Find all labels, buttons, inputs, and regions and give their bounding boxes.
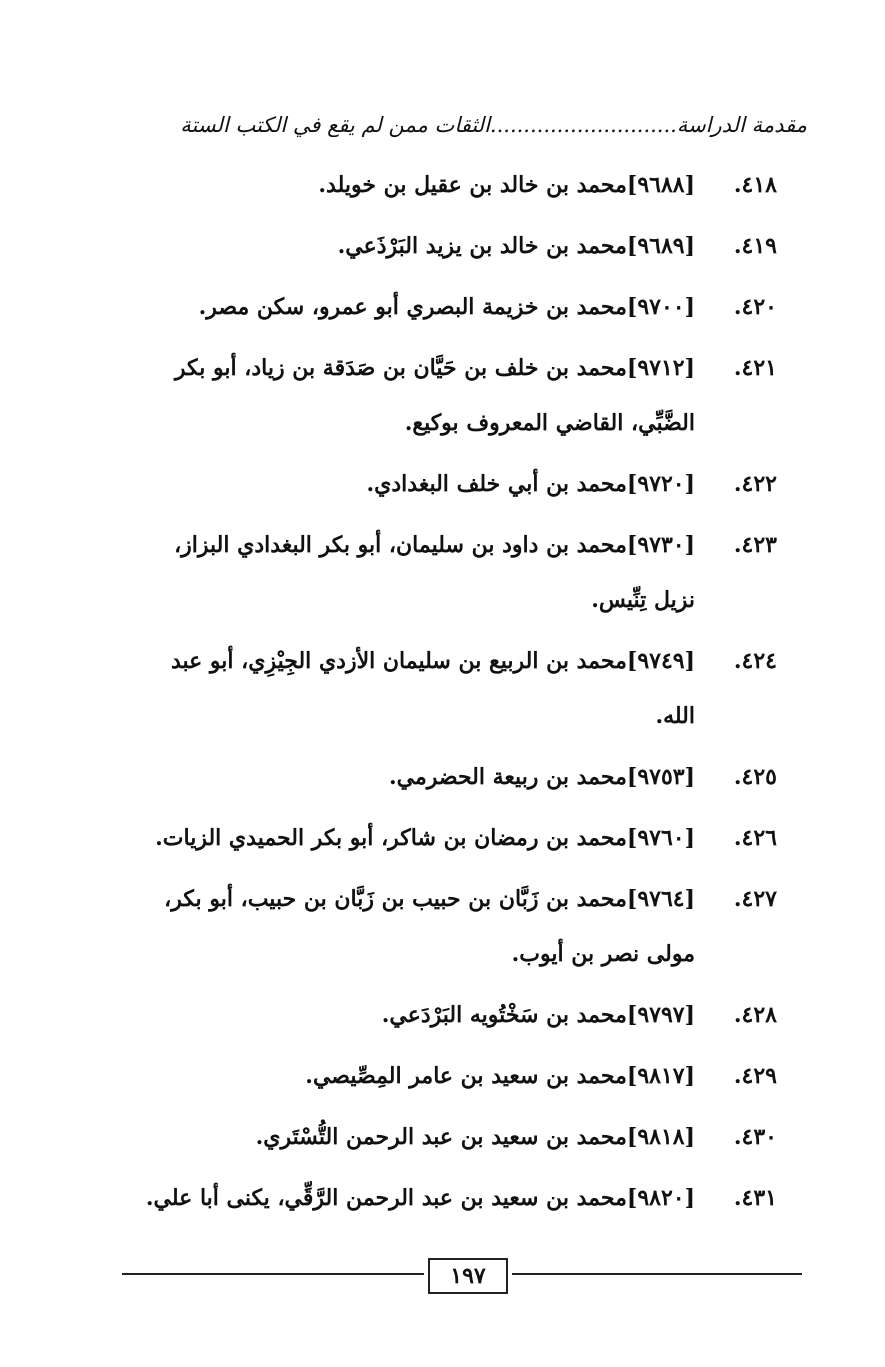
entry-text: محمد بن الربيع بن سليمان الأزدي الجِيْزِي، أبو عبد الله.	[170, 648, 695, 729]
entry-number: ٤٢١.	[733, 355, 777, 381]
entry-text: محمد بن سَخْتُويه البَرْدَعي.	[381, 1002, 627, 1028]
entry-number: ٤٢٢.	[733, 471, 777, 497]
entry-reference: [٩٨١٧]	[626, 1063, 695, 1089]
entry-reference: [٩٧٦٠]	[626, 825, 695, 851]
list-item	[137, 158, 777, 213]
entry-text: محمد بن خالد بن يزيد البَرْذَعي.	[337, 233, 627, 259]
list-item	[137, 872, 777, 982]
running-header	[160, 108, 807, 142]
entry-number: ٤١٩.	[733, 233, 777, 259]
list-item	[137, 811, 777, 866]
entry-text: محمد بن خالد بن عقيل بن خويلد.	[318, 172, 627, 198]
list-item	[137, 341, 777, 451]
entry-number: ٤٢٨.	[733, 1002, 777, 1028]
entry-number: ٤٣٠.	[733, 1124, 777, 1150]
entry-number: ٤٢٣.	[733, 532, 777, 558]
entry-number: ٤٢٠.	[733, 294, 777, 320]
entry-text: محمد بن رمضان بن شاكر، أبو بكر الحميدي الزيات.	[155, 825, 627, 851]
entry-number: ٤٣١.	[733, 1185, 777, 1211]
entry-reference: [٩٨٢٠]	[626, 1185, 695, 1211]
list-item	[137, 219, 777, 274]
entry-text: محمد بن زَبَّان بن حبيب بن زَبَّان بن حبيب، أبو بكر، مولى نصر بن أيوب.	[164, 886, 695, 967]
entry-number: ٤٢٩.	[733, 1063, 777, 1089]
list-item	[137, 518, 777, 628]
entry-reference: [٩٦٨٩]	[626, 233, 695, 259]
entry-list	[137, 158, 777, 1232]
entry-reference: [٩٧٦٤]	[626, 886, 695, 912]
footer-rule-right	[512, 1273, 802, 1275]
entry-text: محمد بن خزيمة البصري أبو عمرو، سكن مصر.	[198, 294, 627, 320]
list-item	[137, 457, 777, 512]
entry-text: محمد بن خلف بن حَيَّان بن صَدَقة بن زياد، أبو بكر الضَّبِّي، القاضي المعروف بوكيع.	[174, 355, 695, 436]
entry-reference: [٩٧٣٠]	[626, 532, 695, 558]
entry-text: محمد بن سعيد بن عبد الرحمن الرَّقِّي، يكنى أبا علي.	[145, 1185, 627, 1211]
page-number: ١٩٧	[428, 1258, 508, 1294]
entry-reference: [٩٧١٢]	[626, 355, 695, 381]
header-chapter: مقدمة الدراسة..........	[610, 113, 807, 137]
entry-reference: [٩٧٤٩]	[626, 648, 695, 674]
entry-text: محمد بن سعيد بن عامر المِصِّيصي.	[305, 1063, 627, 1089]
entry-text: محمد بن سعيد بن عبد الرحمن التُّسْتَري.	[255, 1124, 627, 1150]
entry-reference: [٩٧٩٧]	[626, 1002, 695, 1028]
entry-reference: [٩٧٥٣]	[626, 764, 695, 790]
header-section: ..................الثقات ممن لم يقع في الكتب الستة	[180, 113, 611, 137]
entry-reference: [٩٦٨٨]	[626, 172, 695, 198]
list-item	[137, 634, 777, 744]
entry-text: محمد بن داود بن سليمان، أبو بكر البغدادي البزاز، نزيل تِنِّيس.	[174, 532, 695, 613]
list-item	[137, 750, 777, 805]
entry-reference: [٩٨١٨]	[626, 1124, 695, 1150]
entry-number: ٤١٨.	[733, 172, 777, 198]
entry-reference: [٩٧٢٠]	[626, 471, 695, 497]
list-item	[137, 988, 777, 1043]
list-item	[137, 1110, 777, 1165]
footer-rule-left	[122, 1273, 424, 1275]
list-item	[137, 280, 777, 335]
list-item	[137, 1049, 777, 1104]
entry-number: ٤٢٥.	[733, 764, 777, 790]
entry-text: محمد بن ربيعة الحضرمي.	[388, 764, 627, 790]
entry-number: ٤٢٦.	[733, 825, 777, 851]
entry-text: محمد بن أبي خلف البغدادي.	[366, 471, 627, 497]
entry-number: ٤٢٧.	[733, 886, 777, 912]
entry-reference: [٩٧٠٠]	[626, 294, 695, 320]
list-item	[137, 1171, 777, 1226]
entry-number: ٤٢٤.	[733, 648, 777, 674]
